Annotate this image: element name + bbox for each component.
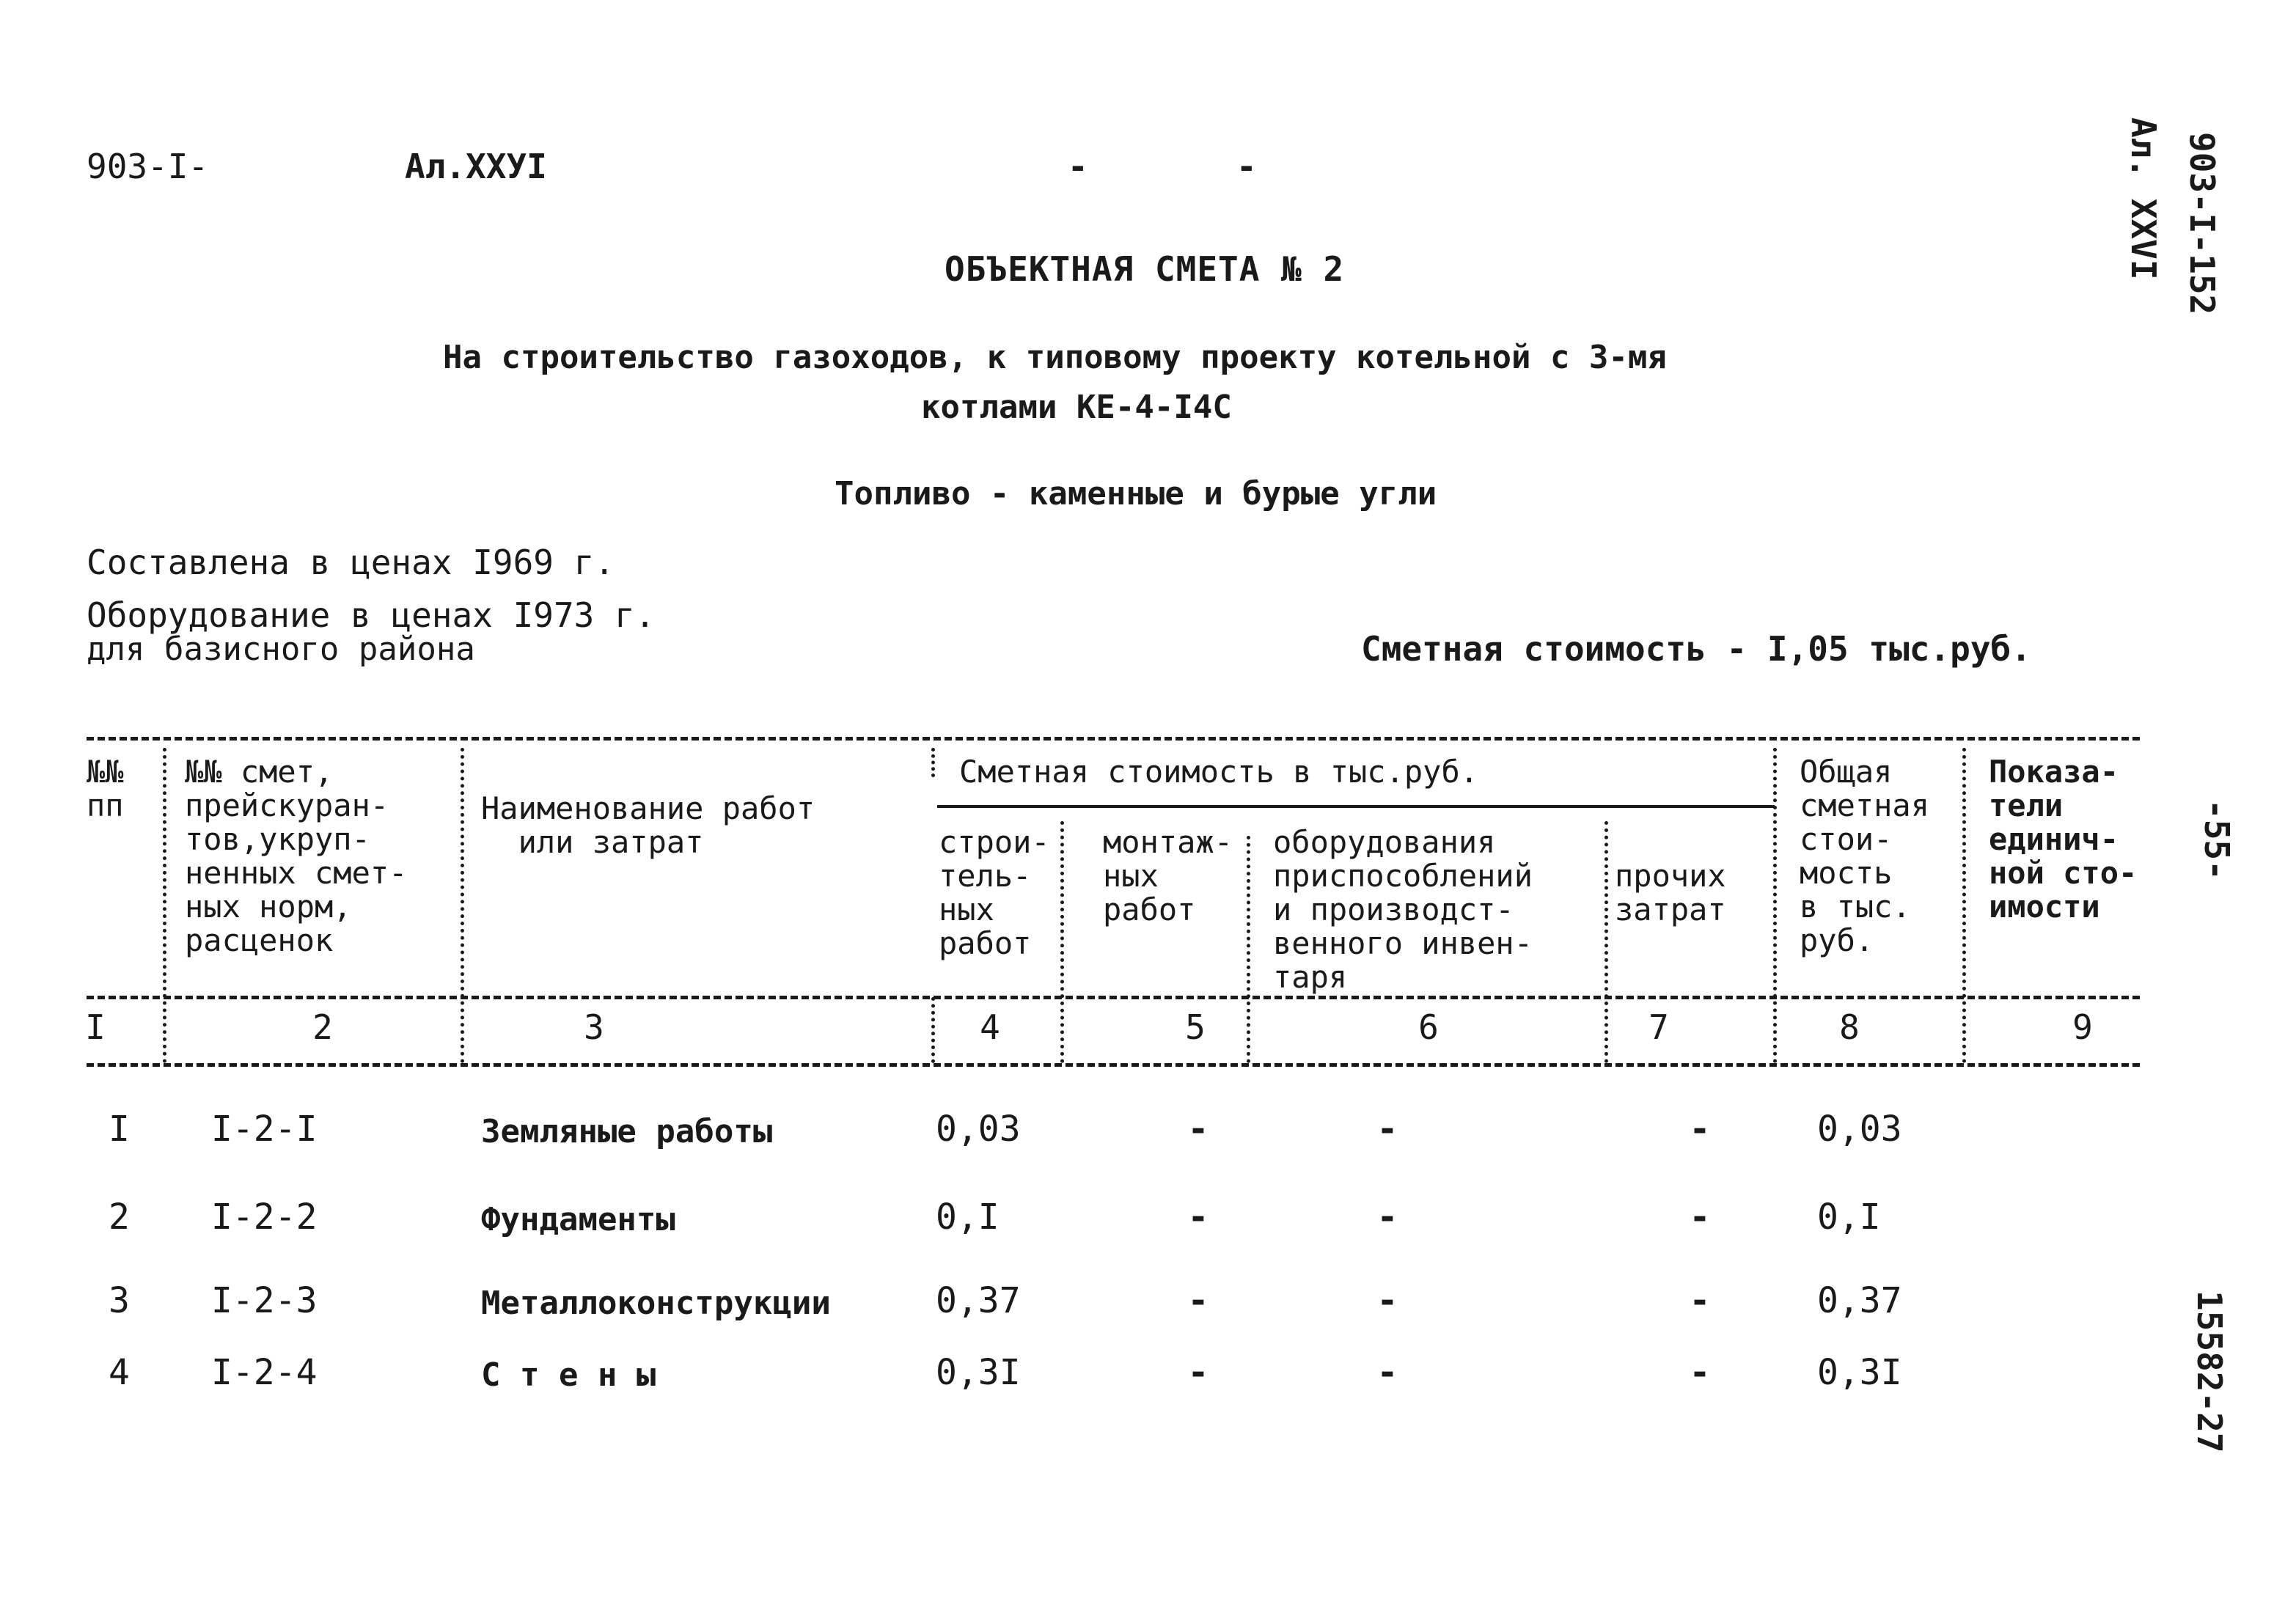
table-row-code: I-2-I [211,1109,318,1150]
table-row-number: 2 [109,1197,130,1238]
table-row-installation: - [1187,1352,1209,1393]
table-row-name: Земляные работы [481,1113,773,1150]
column-separator [1773,748,1777,1063]
table-row-code: I-2-4 [211,1352,318,1393]
header-cost-group: Сметная стоимость в тыс.руб. [959,754,1479,790]
column-number: 4 [980,1007,1000,1047]
estimated-cost: Сметная стоимость - I,05 тыс.руб. [1361,629,2031,669]
table-row-equipment: - [1376,1109,1398,1150]
table-row-other: - [1689,1197,1711,1238]
document-subtitle-line1: На строительство газоходов, к типовому проекту котельной с 3-мя [443,339,1667,376]
table-row-equipment: - [1376,1197,1398,1238]
column-numbers-rule [87,1063,2140,1067]
header-dash: - [1068,147,1088,186]
table-row-number: I [109,1109,130,1150]
column-separator [931,748,935,777]
table-row-name: С т е н ы [481,1356,656,1394]
column-separator [931,997,935,1063]
document-title: ОБЪЕКТНАЯ СМЕТА № 2 [945,249,1345,289]
header-unit-cost-indicators: Показа- тели единич- ной сто- имости [1989,754,2138,925]
table-row-total: 0,I [1817,1197,1881,1238]
column-number: I [85,1007,106,1047]
column-number: 7 [1648,1007,1669,1047]
side-page-number: -55- [2197,799,2237,881]
header-installation-works: монтаж- ных работ [1103,824,1233,927]
table-row-total: 0,3I [1817,1352,1902,1393]
header-equipment: оборудования приспособлений и производст- венного инвен- таря [1273,824,1533,995]
prices-basis: Составлена в ценах I969 г. [87,543,615,582]
header-work-name: Наименование работ или затрат [481,790,815,860]
table-row-total: 0,37 [1817,1280,1902,1321]
table-row-equipment: - [1376,1352,1398,1393]
header-total-cost: Общая сметная стои- мость в тыс. руб. [1800,754,1930,958]
header-row-number: №№ пп [87,754,124,823]
equipment-prices-basis: Оборудование в ценах I973 г. [87,595,656,635]
header-other-costs: прочих затрат [1615,858,1726,927]
table-row-number: 3 [109,1280,130,1321]
table-row-name: Металлоконструкции [481,1285,831,1322]
table-row-equipment: - [1376,1280,1398,1321]
group-header-rule [937,805,1775,808]
fuel-type: Топливо - каменные и бурые угли [835,475,1437,512]
column-number: 2 [312,1007,333,1047]
column-separator [1247,836,1250,1063]
table-row-other: - [1689,1280,1711,1321]
header-bottom-rule [87,996,2140,999]
document-subtitle-line2: котлами КЕ-4-I4С [921,389,1232,426]
table-row-code: I-2-3 [211,1280,318,1321]
column-separator [461,748,464,1063]
side-document-code: 903-I-152 [2182,132,2222,315]
column-number: 8 [1839,1007,1860,1047]
column-number: 3 [584,1007,604,1047]
column-separator [1060,821,1064,1063]
table-row-total: 0,03 [1817,1109,1902,1150]
side-inventory-number: 15582-27 [2190,1290,2229,1453]
column-number: 5 [1185,1007,1206,1047]
region: для базисного района [87,631,475,668]
table-row-other: - [1689,1352,1711,1393]
table-row-other: - [1689,1109,1711,1150]
side-album-number: Ал. XXVI [2124,117,2163,280]
table-row-installation: - [1187,1280,1209,1321]
album-number: Ал.XXУI [405,147,547,186]
column-separator [1604,821,1608,1063]
table-row-code: I-2-2 [211,1197,318,1238]
table-row-number: 4 [109,1352,130,1393]
table-row-construction: 0,03 [936,1109,1021,1150]
table-top-rule [87,737,2140,741]
header-dash: - [1236,147,1257,186]
table-row-construction: 0,I [936,1197,1000,1238]
column-number: 6 [1418,1007,1439,1047]
table-row-construction: 0,3I [936,1352,1021,1393]
table-row-installation: - [1187,1197,1209,1238]
header-construction-works: строи- тель- ных работ [939,824,1050,961]
table-row-construction: 0,37 [936,1280,1021,1321]
table-row-name: Фундаменты [481,1201,675,1238]
column-number: 9 [2072,1007,2093,1047]
column-separator [163,748,166,1063]
header-estimate-references: №№ смет, прейскуран- тов,укруп- ненных смет- ных норм, расценок [185,754,408,958]
document-code: 903-I- [87,147,209,186]
table-row-installation: - [1187,1109,1209,1150]
column-separator [1962,748,1966,1063]
